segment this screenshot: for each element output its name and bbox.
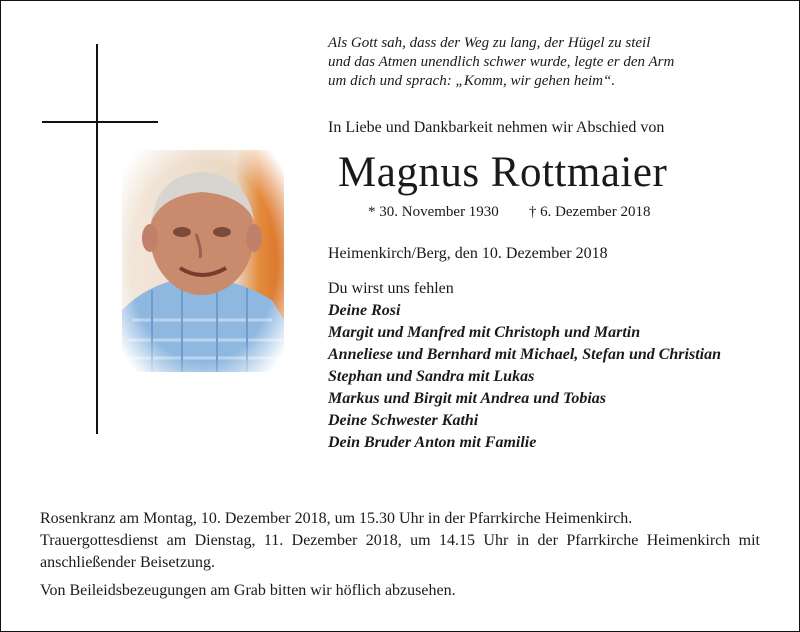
poem-line: Als Gott sah, dass der Weg zu lang, der Hügel zu steil [328, 35, 651, 51]
portrait-photo [122, 150, 284, 372]
funeral-service-note: Trauergottesdienst am Dienstag, 11. Dezember 2018, um 14.15 Uhr in der Pfarrkirche Heimenkirch mit anschließender Beisetzung. [40, 532, 760, 571]
mourner-entry: Stephan und Sandra mit Lukas [328, 368, 535, 385]
mourners-lead: Du wirst uns fehlen [328, 280, 454, 297]
cross-icon-horizontal [42, 121, 158, 123]
portrait-illustration [122, 150, 284, 372]
mourner-entry: Deine Schwester Kathi [328, 412, 479, 429]
mourners-list [328, 278, 768, 454]
condolence-note: Von Beileidsbezeugungen am Grab bitten wir höflich abzusehen. [40, 582, 456, 599]
cross-icon-vertical [96, 44, 98, 434]
deceased-name: Magnus Rottmaier [338, 149, 668, 196]
mourner-entry: Deine Rosi [328, 302, 401, 319]
death-date: † 6. Dezember 2018 [528, 204, 651, 220]
rosary-note: Rosenkranz am Montag, 10. Dezember 2018, um 15.30 Uhr in der Pfarrkirche Heimenkirch. [40, 510, 633, 527]
mourner-entry: Markus und Birgit mit Andrea und Tobias [328, 390, 607, 407]
mourner-entry: Anneliese und Bernhard mit Michael, Stefan und Christian [328, 346, 721, 363]
birth-date: * 30. November 1930 [368, 204, 499, 220]
poem-line: und das Atmen unendlich schwer wurde, legte er den Arm [328, 54, 675, 70]
mourner-entry: Dein Bruder Anton mit Familie [328, 434, 537, 451]
life-dates [368, 204, 650, 221]
poem-line: um dich und sprach: „Komm, wir gehen heim“. [328, 73, 616, 89]
farewell-intro: In Liebe und Dankbarkeit nehmen wir Abschied von [328, 119, 665, 136]
mourner-entry: Margit und Manfred mit Christoph und Martin [328, 324, 641, 341]
service-notes [40, 508, 760, 602]
poem [328, 34, 768, 91]
place-and-date: Heimenkirch/Berg, den 10. Dezember 2018 [328, 245, 608, 262]
